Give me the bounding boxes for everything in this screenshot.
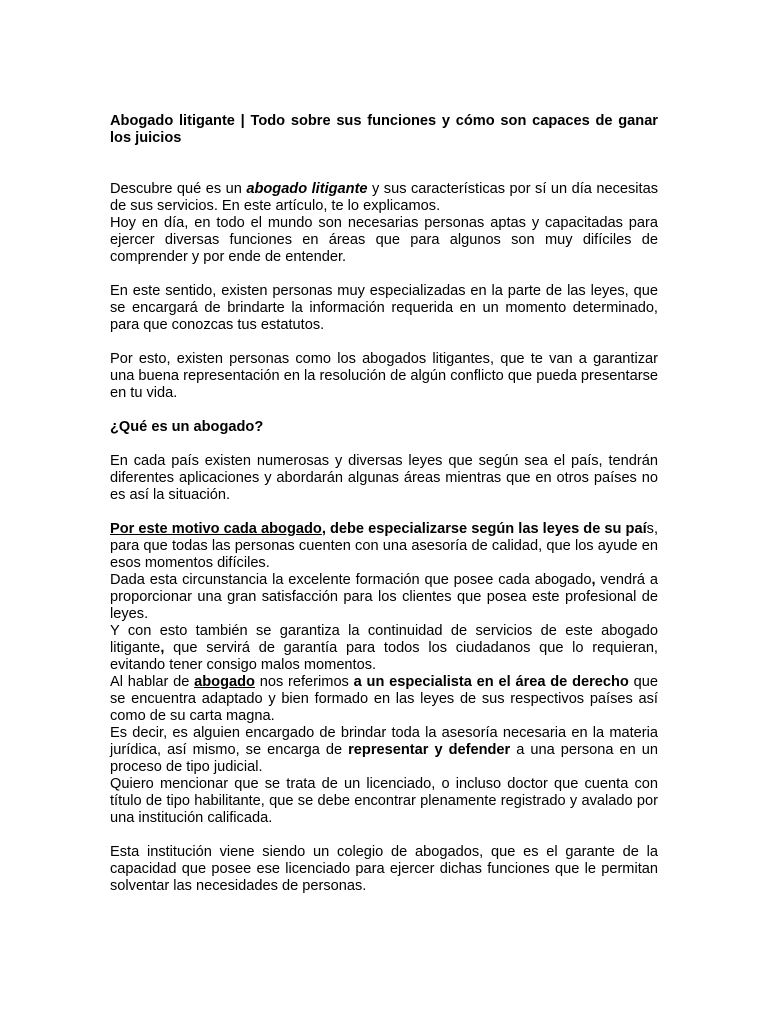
- paragraph-decir: [110, 725, 658, 776]
- spacer: [110, 164, 658, 181]
- dada-pre: Dada esta circunstancia la excelente formación que posee cada abogado: [110, 572, 592, 588]
- hablar-bold: a un especialista en el área de derecho: [353, 674, 629, 690]
- document-body: [110, 113, 658, 895]
- document-title: Abogado litigante | Todo sobre sus funciones y cómo son capaces de ganar los juicios: [110, 113, 658, 146]
- hablar-pre: Al hablar de: [110, 674, 195, 690]
- ycon-pre: Y con esto también se garantiza la continuidad de servicios de este abogado litigante: [110, 623, 658, 656]
- decir-bold: representar y defender: [348, 742, 511, 758]
- paragraph-motivo: [110, 521, 658, 572]
- spacer: [110, 147, 658, 164]
- dada-post: vendrá a proporcionar una gran satisfacción para los clientes que posea este profesional de leyes.: [110, 572, 658, 622]
- heading-que-es-abogado: ¿Qué es un abogado?: [110, 419, 264, 435]
- paragraph-dada: [110, 572, 658, 623]
- decir-pre: Es decir, es alguien encargado de brindar toda la asesoría necesaria en la materia jurídica, así mismo, se encarga de: [110, 725, 658, 758]
- paragraph-hablar: [110, 674, 658, 725]
- motivo-plain: s, para que todas las personas cuenten con una asesoría de calidad, que los ayude en esos momentos difíciles.: [110, 521, 658, 571]
- intro-keyword: abogado litigante: [246, 181, 368, 197]
- intro-post: y sus características por sí un día necesitas de sus servicios. En este artículo, te lo explicamos.: [110, 181, 658, 214]
- intro-paragraph: [110, 181, 658, 215]
- decir-post: a una persona en un proceso de tipo judicial.: [110, 742, 658, 775]
- dada-comma: ,: [591, 572, 596, 588]
- motivo-bold: , debe especializarse según las leyes de su paí: [321, 521, 647, 537]
- hablar-underlined: abogado: [194, 674, 255, 690]
- hablar-post: que se encuentra adaptado y bien formado en las leyes de sus respectivos países así como de su carta magna.: [110, 674, 658, 724]
- ycon-comma: ,: [160, 640, 165, 656]
- paragraph-quiero: Quiero mencionar que se trata de un licenciado, o incluso doctor que cuenta con título de tipo habilitante, que se debe encontrar plenamente registrado y avalado por una institución calificada.: [110, 776, 658, 826]
- spacer: [110, 504, 658, 521]
- intro-pre: Descubre qué es un: [110, 181, 247, 197]
- paragraph-sentido: En este sentido, existen personas muy especializadas en la parte de las leyes, que se encargará de brindarte la información requerida en un momento determinado, para que conozcas tus estatutos.: [110, 283, 658, 333]
- spacer: [110, 334, 658, 351]
- paragraph-hoy: Hoy en día, en todo el mundo son necesarias personas aptas y capacitadas para ejercer diversas funciones en áreas que para algunos son muy difíciles de comprender y por ende de entender.: [110, 215, 658, 265]
- spacer: [110, 266, 658, 283]
- paragraph-institucion: Esta institución viene siendo un colegio de abogados, que es el garante de la capacidad que posee ese licenciado para ejercer dichas funciones que le permitan solventar las necesidades de personas.: [110, 844, 658, 894]
- hablar-mid: nos referimos: [254, 674, 354, 690]
- paragraph-esto: Por esto, existen personas como los abogados litigantes, que te van a garantizar una buena representación en la resolución de algún conflicto que pueda presentarse en tu vida.: [110, 351, 658, 401]
- paragraph-ycon: [110, 623, 658, 674]
- spacer: [110, 402, 658, 419]
- ycon-post: que servirá de garantía para todos los ciudadanos que lo requieran, evitando tener consigo malos momentos.: [110, 640, 658, 673]
- spacer: [110, 827, 658, 844]
- paragraph-pais: En cada país existen numerosas y diversas leyes que según sea el país, tendrán diferentes aplicaciones y abordarán algunas áreas mientras que en otros países no es así la situación.: [110, 453, 658, 503]
- motivo-underlined: Por este motivo cada abogado: [110, 521, 322, 537]
- spacer: [110, 436, 658, 453]
